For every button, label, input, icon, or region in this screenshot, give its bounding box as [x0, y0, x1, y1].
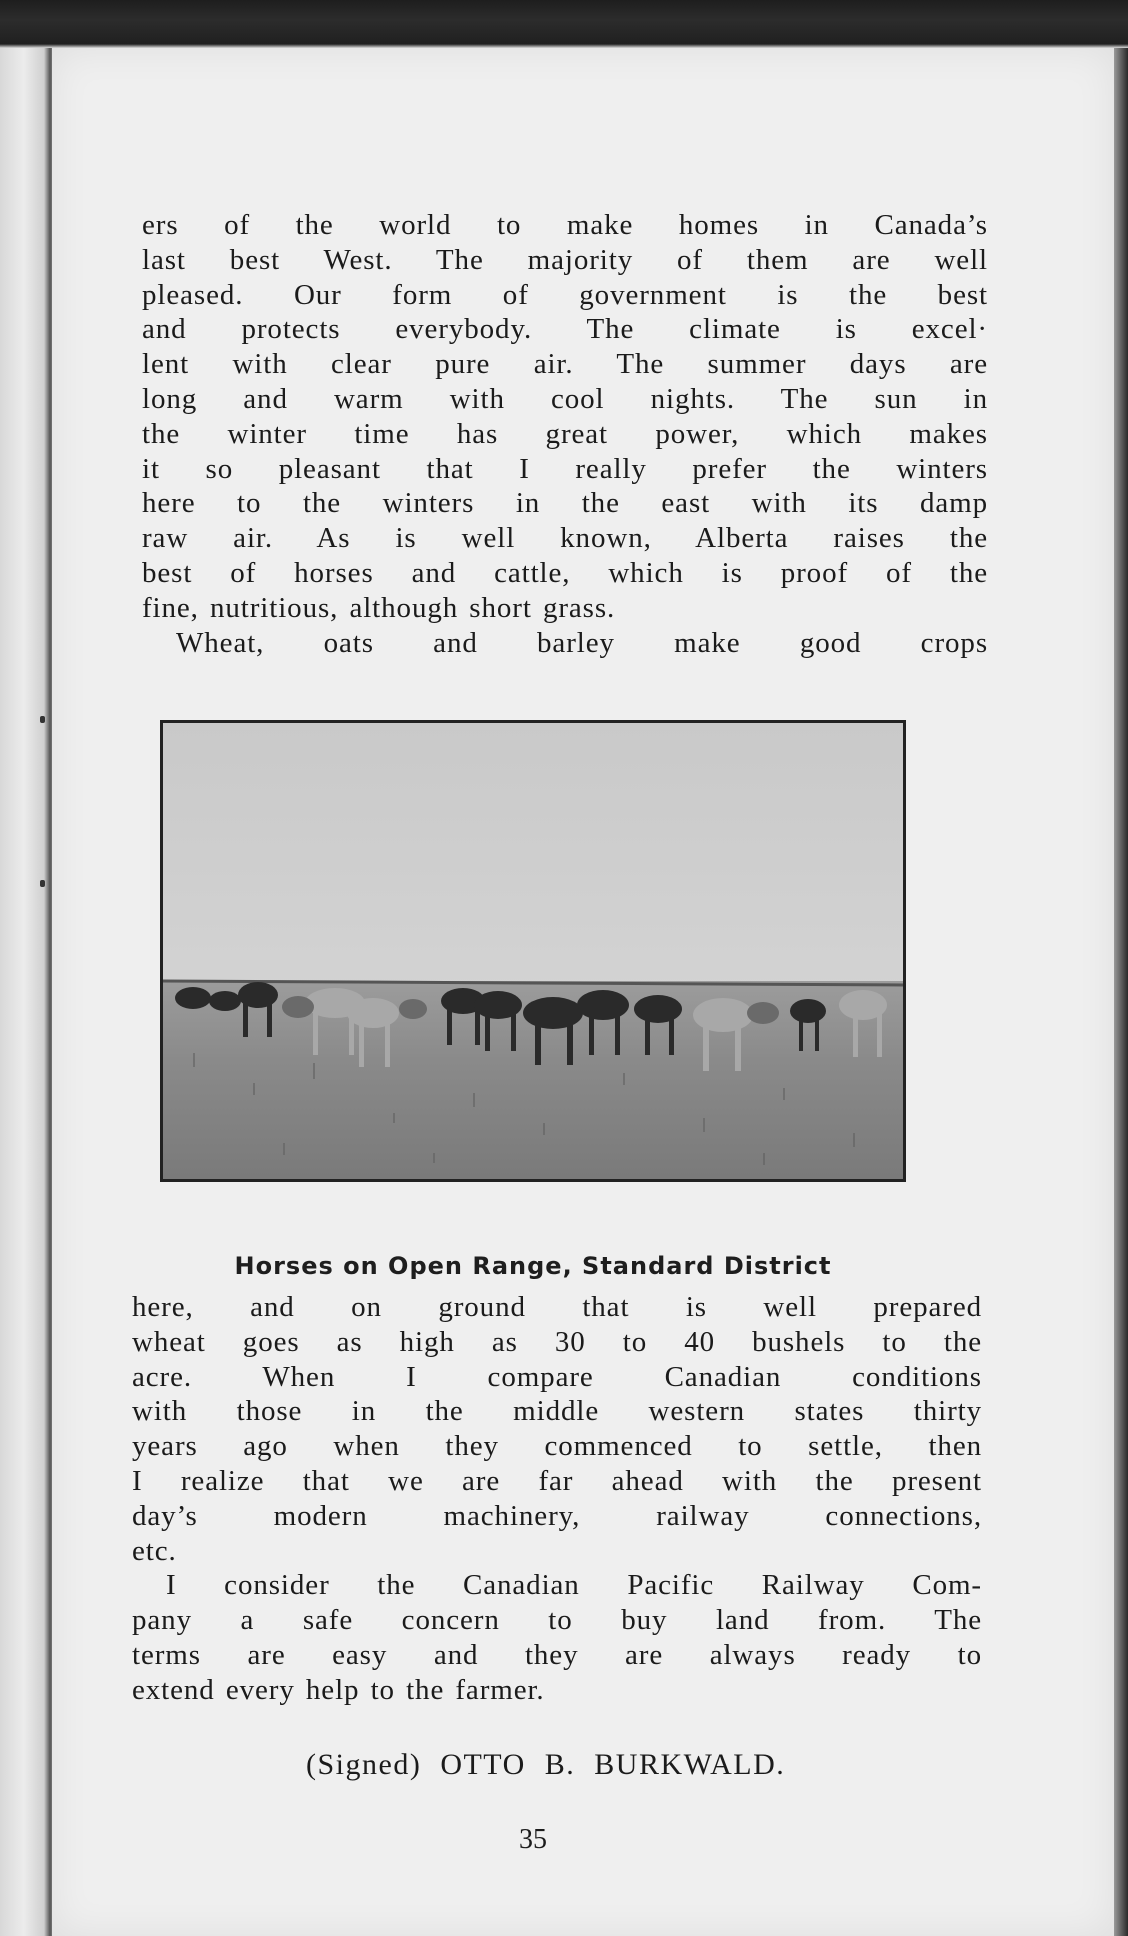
text-line: last best West. The majority of them are well [142, 243, 988, 276]
top-paragraph [142, 208, 988, 660]
photo-caption: Horses on Open Range, Standard District [234, 1252, 832, 1280]
page-shadow-edge [1114, 48, 1128, 1936]
text-line: acre. When I compare Canadian conditions [132, 1360, 982, 1393]
text-line: day’s modern machinery, railway connections, [132, 1499, 982, 1532]
book-page [52, 48, 1114, 1936]
text-line: pany a safe concern to buy land from. The [132, 1604, 982, 1637]
text-line: lent with clear pure air. The summer days are [142, 348, 988, 381]
text-line: raw air. As is well known, Alberta raises the [142, 522, 988, 555]
text-line: long and warm with cool nights. The sun in [142, 382, 988, 415]
text-line: it so pleasant that I really prefer the winters [142, 452, 988, 485]
text-line: the winter time has great power, which makes [142, 417, 988, 450]
bottom-paragraph [132, 1290, 982, 1708]
signature: (Signed) OTTO B. BURKWALD. [306, 1748, 786, 1781]
text-line: I consider the Canadian Pacific Railway Com- [166, 1569, 982, 1602]
text-line: ers of the world to make homes in Canada’s [142, 209, 988, 241]
text-line: and protects everybody. The climate is excel· [142, 313, 988, 346]
margin-mark [40, 880, 45, 887]
text-line: wheat goes as high as 30 to 40 bushels to the [132, 1325, 982, 1358]
text-line: years ago when they commenced to settle, then [132, 1430, 982, 1463]
text-line: terms are easy and they are always ready to [132, 1638, 982, 1671]
text-line: Wheat, oats and barley make good crops [176, 626, 988, 659]
text-line: here to the winters in the east with its damp [142, 487, 988, 520]
text-line: I realize that we are far ahead with the present [132, 1464, 982, 1497]
text-line: fine, nutritious, although short grass. [142, 591, 616, 624]
page-number: 35 [519, 1824, 547, 1855]
text-line: with those in the middle western states thirty [132, 1395, 982, 1428]
text-line: best of horses and cattle, which is proof of the [142, 556, 988, 589]
text-line: pleased. Our form of government is the best [142, 278, 988, 311]
text-line: etc. [132, 1534, 177, 1567]
text-line: extend every help to the farmer. [132, 1673, 545, 1706]
horses-on-range-image [163, 723, 903, 1179]
facing-page-edge [0, 48, 52, 1936]
margin-mark [40, 716, 45, 723]
text-line: here, and on ground that is well prepared [132, 1291, 982, 1323]
horses-photo [160, 720, 906, 1182]
